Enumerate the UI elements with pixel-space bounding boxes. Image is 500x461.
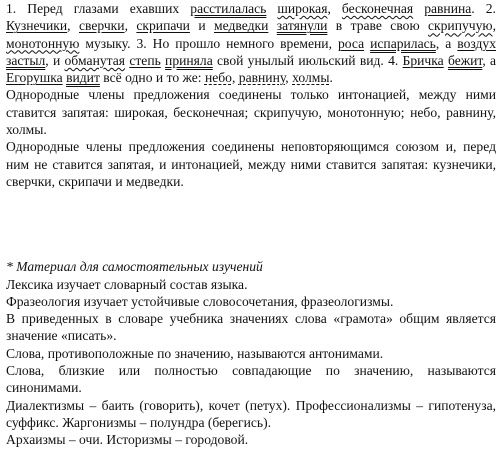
- subject-ravnina: равнина: [424, 1, 472, 16]
- material-item-dialectisms: Диалектизмы – баить (говорить), кочет (петух). Профессионализмы – гипотенуза, суффикс. Жаргонизмы – полундра (берегись).: [6, 397, 496, 430]
- attribute-monotonnuyu: монотонную: [6, 35, 80, 51]
- object-nebo: небо: [204, 70, 232, 86]
- predicate-bezhit: бежит: [447, 52, 483, 68]
- subject-brichka: Бричка: [402, 52, 444, 68]
- predicate-prinyala: приняла: [165, 52, 213, 68]
- subject-medvedki: медведки: [214, 18, 269, 34]
- sentence-2-number: 2.: [485, 1, 496, 16]
- sentence-1-number: 1.: [6, 1, 17, 16]
- sentence-1-text: Перед глазами ехавших: [27, 1, 180, 16]
- material-item-gramota: В приведенных в словаре учебника значениях слова «грамота» общим является значение «писать».: [6, 311, 496, 344]
- material-item-phraseology: Фразеология изучает устойчивые словосочетания, фразеологизмы.: [6, 293, 394, 309]
- sentence-4-number: 4.: [388, 52, 399, 68]
- attribute-skripuchuyu: скрипучую: [428, 18, 493, 34]
- material-item-lexicology: Лексика изучает словарный состав языка.: [6, 276, 248, 292]
- subject-skripachi: скрипачи: [136, 18, 190, 34]
- attribute-beskonechnaya: бесконечная: [341, 1, 414, 16]
- subject-sverchki: сверчки: [78, 18, 125, 34]
- material-item-archaisms: Архаизмы – очи. Историзмы – городовой.: [6, 432, 249, 448]
- predicate-zatyanuli: затянули: [276, 18, 328, 34]
- material-item-antonyms: Слова, противоположные по значению, называются антонимами.: [6, 345, 384, 361]
- subject-kuznechiki: Кузнечики: [6, 18, 68, 34]
- object-kholmy: холмы: [292, 70, 330, 86]
- document-page: [6, 0, 496, 449]
- subject-rosa: роса: [337, 35, 365, 51]
- subject-egorushka: Егорушка: [6, 70, 63, 86]
- section-gap: [6, 190, 496, 258]
- predicate-zastyl: застыл: [6, 52, 46, 68]
- object-ravninu: равнину: [238, 70, 286, 86]
- attribute-obmanutaya: обманутая: [64, 52, 126, 68]
- predicate-isparilas: испарилась: [370, 35, 436, 51]
- material-heading: * Материал для самостоятельных изучений: [6, 259, 263, 275]
- attribute-shirokaya: широкая: [277, 1, 328, 16]
- predicate-rasstilalas: расстилалась: [190, 1, 267, 16]
- exercise-paragraph: 1. Перед глазами ехавших расстилалась широкая, бесконечная равнина. 2. Кузнечики, сверчки, скрипачи и медведки затянули в траве свою скрипучую, монотонную музыку. 3. Но прошло немного времени, роса испарилась, а воздух застыл, и обманутая степь приняла свой унылый июльский вид. 4. Бричка бежит, а Егорушка видит всё одно и то же: небо, равнину, холмы.: [6, 1, 497, 86]
- explanation-intonation: Однородные члены предложения соединены только интонацией, между ними ставится запятая: широкая, бесконечная; скрипучую, монотонную; небо, равнину, холмы.: [6, 87, 496, 138]
- subject-vozdukh: воздух: [457, 35, 497, 51]
- subject-step: степь: [129, 52, 161, 68]
- material-item-synonyms: Слова, близкие или полностью совпадающие по значению, называются синонимами.: [6, 363, 496, 396]
- sentence-3-number: 3.: [136, 35, 147, 51]
- explanation-conjunction: Однородные члены предложения соединены неповторяющимся союзом и, перед ним не ставится запятая, и интонацией, между ними ставится запятая: кузнечики, сверчки, скрипачи и медведки.: [6, 139, 496, 189]
- predicate-vidit: видит: [66, 70, 100, 86]
